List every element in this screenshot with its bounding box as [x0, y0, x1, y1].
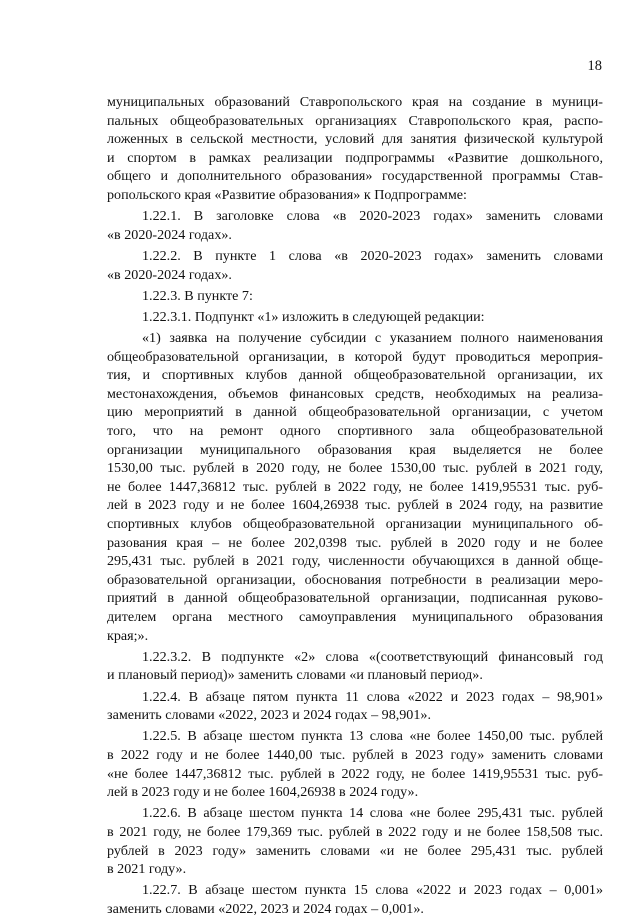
text-line: 1.22.3.2. В подпункте «2» слова «(соответствующий финансовый год	[142, 648, 603, 665]
document-body	[107, 93, 603, 921]
text-line: лей в 2023 году и не более 1604,26938 в 2024 году».	[107, 784, 419, 801]
text-line: 1.22.1. В заголовке слова «в 2020-2023 годах» заменить словами	[142, 208, 603, 225]
paragraph	[107, 93, 603, 205]
text-line: в 2022 году и не более 1440,00 тыс. рублей в 2023 году» заменить словами	[107, 746, 603, 763]
text-line: спортивных клубов общеобразовательной организации муниципального об-	[107, 516, 603, 533]
text-line: местонахождения, объемов финансовых средств, необходимых на реализа-	[107, 385, 603, 402]
text-line: 1530,00 тыс. рублей в 2020 году, не более 1530,00 тыс. рублей в 2021 году,	[107, 460, 603, 477]
text-line: «в 2020-2024 годах».	[107, 266, 232, 283]
text-line: 1.22.3. В пункте 7:	[142, 287, 253, 304]
text-line: рублей в 2023 году» заменить словами «и не более 295,431 тыс. рублей	[107, 842, 603, 859]
text-line: ложенных в сельской местности, условий для занятия физической культурой	[107, 131, 603, 148]
paragraph	[107, 247, 603, 284]
paragraph	[107, 329, 603, 645]
text-line: «в 2020-2024 годах».	[107, 226, 232, 243]
text-line: приятий в данной общеобразовательной организации, подписанная руково-	[107, 590, 603, 607]
text-line: в 2021 году».	[107, 861, 187, 878]
text-line: заменить словами «2022, 2023 и 2024 годах – 0,001».	[107, 900, 424, 917]
paragraph	[107, 727, 603, 801]
text-line: 1.22.7. В абзаце шестом пункта 15 слова «2022 и 2023 годах – 0,001»	[142, 882, 603, 899]
text-line: 1.22.4. В абзаце пятом пункта 11 слова «2022 и 2023 годах – 98,901»	[142, 688, 603, 705]
text-line: не более 1447,36812 тыс. рублей в 2022 году, не более 1419,95531 тыс. руб-	[107, 478, 603, 495]
text-line: 1.22.2. В пункте 1 слова «в 2020-2023 годах» заменить словами	[142, 247, 603, 264]
text-line: дителем органа местного самоуправления муниципального образования	[107, 609, 603, 625]
paragraph	[107, 881, 603, 918]
paragraph	[107, 207, 603, 244]
text-line: лей в 2023 году и не более 1604,26938 тыс. рублей в 2024 году, на развитие	[107, 497, 603, 514]
paragraph	[107, 688, 603, 725]
text-line: ропольского края «Развитие образования» к Подпрограмме:	[107, 186, 467, 203]
text-line: образовательной организации, обоснования потребности в реализации меро-	[107, 571, 603, 588]
text-line: тия, и спортивных клубов данной общеобразовательной организации, их	[107, 367, 603, 384]
text-line: 1.22.6. В абзаце шестом пункта 14 слова «не более 295,431 тыс. рублей	[142, 805, 603, 822]
paragraph	[107, 648, 603, 685]
text-line: того, что на ремонт одного спортивного зала общеобразовательной	[107, 423, 603, 440]
text-line: и плановый период)» заменить словами «и плановый период».	[107, 667, 483, 684]
paragraph	[107, 308, 603, 327]
text-line: организации муниципального образования края выделяется не более	[107, 441, 603, 458]
paragraph	[107, 804, 603, 878]
text-line: цию мероприятий в данной общеобразовательной организации, с учетом	[107, 404, 603, 421]
text-line: «1) заявка на получение субсидии с указанием полного наименования	[142, 330, 603, 347]
text-line: «не более 1447,36812 тыс. рублей в 2022 году, не более 1419,95531 тыс. руб-	[107, 765, 603, 782]
text-line: 1.22.5. В абзаце шестом пункта 13 слова «не более 1450,00 тыс. рублей	[142, 728, 603, 745]
text-line: общего и дополнительного образования» государственной программы Став-	[107, 168, 603, 185]
paragraph	[107, 287, 603, 306]
text-line: и спортом в рамках реализации подпрограммы «Развитие дошкольного,	[107, 149, 603, 166]
text-line: муниципальных образований Ставропольского края на создание в муници-	[107, 94, 603, 110]
text-line: разования края – не более 202,0398 тыс. рублей в 2020 году и не более	[107, 534, 603, 551]
text-line: края;».	[107, 627, 149, 644]
text-line: 295,431 тыс. рублей в 2021 году, численности обучающихся в данной обще-	[107, 553, 603, 570]
text-line: 1.22.3.1. Подпункт «1» изложить в следующей редакции:	[142, 308, 485, 325]
text-line: в 2021 году, не более 179,369 тыс. рублей в 2022 году и не более 158,508 тыс.	[107, 823, 603, 840]
text-line: заменить словами «2022, 2023 и 2024 годах – 98,901».	[107, 707, 431, 724]
text-line: общеобразовательной организации, в которой будут проводиться мероприя-	[107, 348, 603, 365]
text-line: пальных общеобразовательных организациях Ставропольского края, распо-	[107, 112, 603, 129]
page-number: 18	[587, 58, 602, 74]
